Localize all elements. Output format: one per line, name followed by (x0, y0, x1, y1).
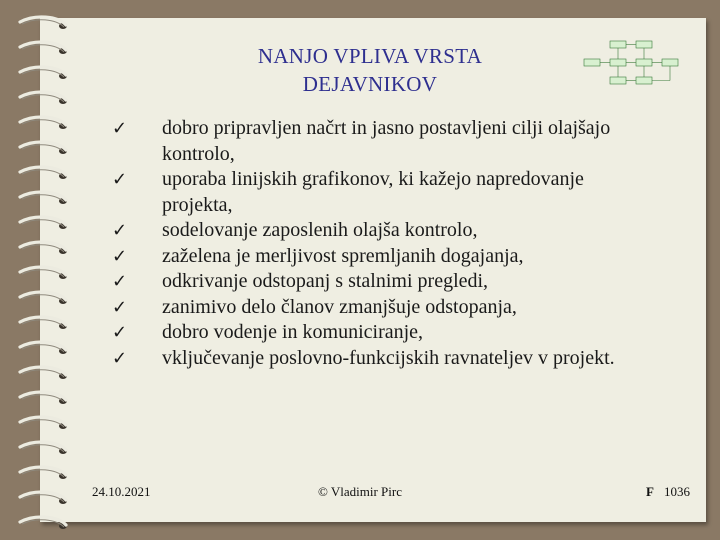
footer-date: 24.10.2021 (92, 484, 151, 499)
bullet-text: sodelovanje zaposlenih olajša kontrolo, (162, 219, 478, 241)
checkmark-icon: ✓ (112, 118, 128, 139)
title-line-2: DEJAVNIKOV (302, 72, 438, 96)
bullet-list (112, 116, 652, 371)
bullet-text: zaželena je merljivost spremljanih dogajanja, (162, 244, 524, 267)
list-item (112, 167, 652, 218)
list-item (112, 218, 652, 244)
bullet-text: zanimivo delo članov zmanjšuje odstopanja, (162, 295, 517, 318)
slide-title (190, 42, 550, 98)
list-item (112, 269, 652, 295)
bullet-text: odkrivanje odstopanj s stalnimi pregledi, (162, 270, 489, 292)
checkmark-icon: ✓ (112, 220, 128, 241)
list-item (112, 320, 652, 346)
list-item (112, 295, 652, 321)
checkmark-icon: ✓ (112, 347, 128, 369)
footer-letter: F (646, 484, 654, 499)
checkmark-icon: ✓ (112, 271, 128, 292)
checkmark-icon: ✓ (112, 296, 128, 318)
checkmark-icon: ✓ (112, 245, 128, 267)
checkmark-icon: ✓ (112, 322, 128, 343)
list-item (112, 346, 652, 372)
bullet-text: dobro vodenje in komuniciranje, (162, 321, 424, 343)
spiral-binding (0, 0, 90, 540)
page-number: 1036 (664, 484, 690, 499)
bullet-text: uporaba linijskih grafikonov, ki kažejo napredovanje projekta, (162, 168, 584, 216)
checkmark-icon: ✓ (112, 169, 128, 190)
footer-page (646, 484, 690, 500)
bullet-text: vključevanje poslovno-funkcijskih ravnateljev v projekt. (162, 346, 615, 369)
process-diagram-icon (582, 38, 682, 88)
footer-copyright: © Vladimir Pirc (317, 484, 403, 499)
bullet-text: dobro pripravljen načrt in jasno postavljeni cilji olajšajo kontrolo, (162, 117, 611, 165)
list-item (112, 244, 652, 270)
list-item (112, 116, 652, 167)
title-line-1: NANJO VPLIVA VRSTA (257, 44, 483, 68)
